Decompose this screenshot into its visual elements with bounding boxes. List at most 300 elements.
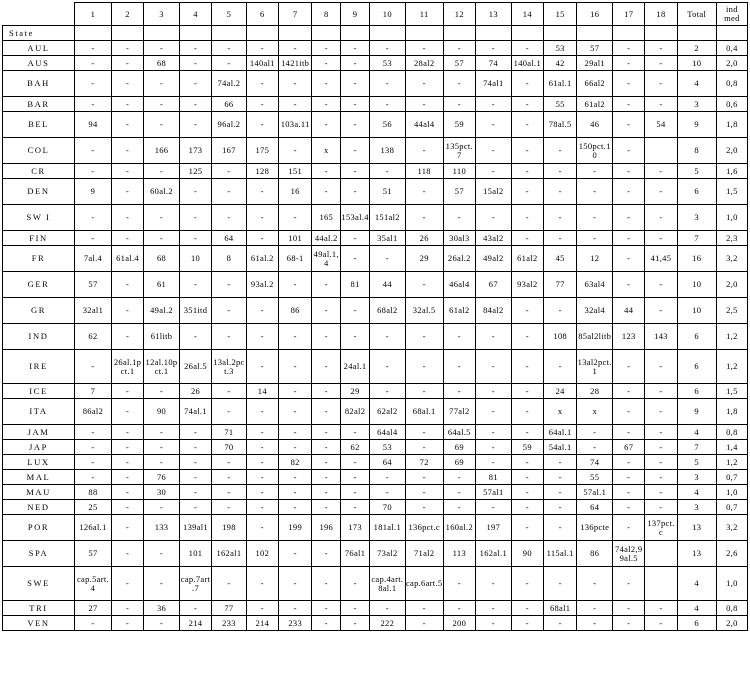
col-header-10: 10 (369, 3, 405, 26)
table-row (3, 71, 748, 97)
cell: - (278, 567, 311, 601)
cell: 68 (144, 246, 180, 272)
cell: 77 (543, 272, 576, 298)
cell: 4 (677, 425, 716, 440)
cell: 13 (677, 541, 716, 567)
cell: - (212, 164, 247, 179)
cell: - (475, 138, 511, 164)
spreadsheet-sheet (0, 2, 750, 677)
cell: - (613, 231, 645, 246)
cell: - (511, 399, 543, 425)
cell: - (405, 138, 443, 164)
col-header-total: Total (677, 3, 716, 26)
table-row (3, 246, 748, 272)
cell: - (613, 425, 645, 440)
cell: 93al2 (511, 272, 543, 298)
cell: 136pct.c (405, 515, 443, 541)
state-label: State (3, 26, 75, 41)
cell: - (613, 567, 645, 601)
cell: 115al.1 (543, 541, 576, 567)
cell: - (475, 97, 511, 112)
cell: - (645, 164, 677, 179)
cell: - (475, 399, 511, 425)
cell: - (475, 384, 511, 399)
table-row (3, 399, 748, 425)
cell: - (278, 500, 311, 515)
cell: - (144, 164, 180, 179)
cell: - (212, 205, 247, 231)
cell: 29 (341, 384, 370, 399)
cell: - (75, 455, 112, 470)
row-label-swe: SWE (3, 567, 75, 601)
cell: - (543, 298, 576, 324)
cell: - (613, 164, 645, 179)
cell: 0,7 (716, 470, 747, 485)
cell: - (613, 112, 645, 138)
cell: 143 (645, 324, 677, 350)
row-label-aul: AUL (3, 41, 75, 56)
cell: - (111, 515, 143, 541)
cell: - (475, 601, 511, 616)
cell: 64 (577, 500, 613, 515)
cell: - (111, 399, 143, 425)
cell: - (543, 616, 576, 631)
cell: 57 (75, 541, 112, 567)
cell: - (613, 384, 645, 399)
cell: - (341, 246, 370, 272)
cell: - (111, 384, 143, 399)
row-label-ger: GER (3, 272, 75, 298)
cell: 32al.5 (405, 298, 443, 324)
cell: - (511, 515, 543, 541)
cell: - (613, 500, 645, 515)
cell: 61al2 (511, 246, 543, 272)
cell: - (111, 298, 143, 324)
cell: - (246, 485, 278, 500)
table-row (3, 470, 748, 485)
cell: 166 (144, 138, 180, 164)
cell: - (341, 71, 370, 97)
cell: - (645, 41, 677, 56)
cell: - (312, 41, 341, 56)
cell: 68al.1 (405, 399, 443, 425)
cell: - (212, 41, 247, 56)
cell: - (278, 399, 311, 425)
cell: - (405, 616, 443, 631)
cell: 76al1 (341, 541, 370, 567)
cell: 9 (75, 179, 112, 205)
cell: - (246, 71, 278, 97)
cell-empty (475, 26, 511, 41)
cell: 82al2 (341, 399, 370, 425)
cell: 137pct.c (645, 515, 677, 541)
cell: 55 (543, 97, 576, 112)
cell: - (75, 164, 112, 179)
cell: - (475, 112, 511, 138)
cell: - (511, 138, 543, 164)
cell: x (543, 399, 576, 425)
cell: 1,5 (716, 384, 747, 399)
col-header-9: 9 (341, 3, 370, 26)
cell: - (312, 601, 341, 616)
table-row (3, 601, 748, 616)
cell: - (613, 485, 645, 500)
cell: 70 (369, 500, 405, 515)
cell: - (511, 470, 543, 485)
cell: 44 (369, 272, 405, 298)
cell: 68 (144, 56, 180, 71)
cell: - (645, 272, 677, 298)
cell: 181al.1 (369, 515, 405, 541)
cell: - (613, 515, 645, 541)
cell: - (511, 71, 543, 97)
cell: - (405, 324, 443, 350)
cell: 55 (577, 470, 613, 485)
row-label-ned: NED (3, 500, 75, 515)
cell: - (613, 205, 645, 231)
cell: 151 (278, 164, 311, 179)
cell: 57 (577, 41, 613, 56)
cell: - (278, 71, 311, 97)
cell: 125 (179, 164, 211, 179)
cell: - (613, 246, 645, 272)
cell: - (341, 56, 370, 71)
cell: 1,8 (716, 399, 747, 425)
data-table (2, 2, 748, 631)
cell: 2,6 (716, 541, 747, 567)
cell: - (405, 71, 443, 97)
cell: - (443, 500, 475, 515)
cell: - (111, 601, 143, 616)
cell: 68al1 (543, 601, 576, 616)
cell-empty (543, 26, 576, 41)
cell: - (179, 179, 211, 205)
row-label-spa: SPA (3, 541, 75, 567)
col-header-13: 13 (475, 3, 511, 26)
col-header-5: 5 (212, 3, 247, 26)
cell: - (341, 455, 370, 470)
cell: 61litb (144, 324, 180, 350)
cell: - (246, 97, 278, 112)
cell: 62 (341, 440, 370, 455)
cell: - (577, 179, 613, 205)
cell-empty (212, 26, 247, 41)
cell: - (75, 71, 112, 97)
cell: 86al2 (75, 399, 112, 425)
cell: 153al.4 (341, 205, 370, 231)
cell: 60al.2 (144, 179, 180, 205)
cell: 77al2 (443, 399, 475, 425)
cell: - (111, 567, 143, 601)
cell: 351itd (179, 298, 211, 324)
cell: - (111, 470, 143, 485)
cell: - (475, 455, 511, 470)
row-label-tri: TRI (3, 601, 75, 616)
cell: - (179, 97, 211, 112)
row-label-bah: BAH (3, 71, 75, 97)
col-header-7: 7 (278, 3, 311, 26)
cell: - (144, 231, 180, 246)
cell: - (179, 440, 211, 455)
cell: - (312, 470, 341, 485)
cell: - (312, 97, 341, 112)
cell: - (179, 425, 211, 440)
cell-empty (577, 26, 613, 41)
cell: - (278, 97, 311, 112)
col-header-15: 15 (543, 3, 576, 26)
cell: - (475, 500, 511, 515)
cell: - (144, 425, 180, 440)
cell: 30 (144, 485, 180, 500)
cell: 13al2pct.1 (577, 350, 613, 384)
cell: 3,2 (716, 515, 747, 541)
cell-empty (179, 26, 211, 41)
cell: 25 (75, 500, 112, 515)
cell: - (312, 56, 341, 71)
cell: 6 (677, 616, 716, 631)
cell: 198 (212, 515, 247, 541)
cell: - (511, 324, 543, 350)
cell: - (369, 350, 405, 384)
cell: 74 (577, 455, 613, 470)
cell: 2,0 (716, 616, 747, 631)
cell: 9 (677, 112, 716, 138)
cell: - (75, 350, 112, 384)
cell: 1,0 (716, 205, 747, 231)
cell (645, 138, 677, 164)
cell: - (645, 399, 677, 425)
row-label-mau: MAU (3, 485, 75, 500)
cell: 175 (246, 138, 278, 164)
cell-empty (677, 26, 716, 41)
cell: - (278, 440, 311, 455)
cell: - (312, 425, 341, 440)
cell: - (246, 298, 278, 324)
cell: 3,2 (716, 246, 747, 272)
cell-empty (511, 26, 543, 41)
cell: 72 (405, 455, 443, 470)
cell: - (613, 138, 645, 164)
cell: - (543, 164, 576, 179)
cell: - (511, 298, 543, 324)
cell: - (443, 485, 475, 500)
cell: 53 (369, 56, 405, 71)
cell: - (312, 272, 341, 298)
cell: 57 (75, 272, 112, 298)
cell: 67 (475, 272, 511, 298)
table-row (3, 164, 748, 179)
cell: 74al1 (475, 71, 511, 97)
cell: - (312, 71, 341, 97)
cell: - (246, 324, 278, 350)
table-row (3, 272, 748, 298)
cell: - (613, 71, 645, 97)
cell: - (144, 41, 180, 56)
cell: 64al.5 (443, 425, 475, 440)
cell: 61 (144, 272, 180, 298)
cell: - (278, 384, 311, 399)
cell: - (246, 470, 278, 485)
cell: 103a.11 (278, 112, 311, 138)
cell: - (111, 138, 143, 164)
cell: - (111, 541, 143, 567)
cell: - (645, 205, 677, 231)
cell: 3 (677, 500, 716, 515)
cell: 0,8 (716, 71, 747, 97)
cell: - (577, 205, 613, 231)
cell: 49al.1,4 (312, 246, 341, 272)
cell: - (246, 500, 278, 515)
cell: - (341, 500, 370, 515)
cell: - (278, 205, 311, 231)
cell: - (312, 164, 341, 179)
cell: 140al1 (246, 56, 278, 71)
cell: - (212, 500, 247, 515)
cell: 173 (179, 138, 211, 164)
cell: 57 (443, 56, 475, 71)
cell: 49al.2 (144, 298, 180, 324)
row-label-jam: JAM (3, 425, 75, 440)
cell: - (246, 601, 278, 616)
cell: - (511, 205, 543, 231)
cell: cap.6art.5 (405, 567, 443, 601)
cell: 94 (75, 112, 112, 138)
cell: - (613, 56, 645, 71)
cell: 136pcte (577, 515, 613, 541)
cell: - (443, 567, 475, 601)
cell: 197 (475, 515, 511, 541)
cell: - (405, 384, 443, 399)
cell: 14 (246, 384, 278, 399)
cell: 96al.2 (212, 112, 247, 138)
cell: - (443, 97, 475, 112)
cell: - (111, 500, 143, 515)
cell: - (369, 485, 405, 500)
cell: - (75, 231, 112, 246)
cell: 62 (75, 324, 112, 350)
cell: 74al2,99al.5 (613, 541, 645, 567)
cell: 7 (677, 440, 716, 455)
cell: 2,5 (716, 298, 747, 324)
cell: - (246, 231, 278, 246)
cell: 64 (369, 455, 405, 470)
cell: - (511, 112, 543, 138)
cell: 214 (246, 616, 278, 631)
cell: - (246, 515, 278, 541)
cell: - (278, 601, 311, 616)
cell: - (405, 425, 443, 440)
cell: 15al2 (475, 179, 511, 205)
cell: - (341, 112, 370, 138)
cell: - (75, 205, 112, 231)
cell: - (645, 455, 677, 470)
cell: - (577, 425, 613, 440)
cell: 165 (312, 205, 341, 231)
cell: - (179, 324, 211, 350)
cell: 0,8 (716, 601, 747, 616)
row-label-jap: JAP (3, 440, 75, 455)
cell: - (543, 138, 576, 164)
col-header-4: 4 (179, 3, 211, 26)
cell: - (511, 485, 543, 500)
col-header-12: 12 (443, 3, 475, 26)
cell: - (645, 298, 677, 324)
cell (645, 541, 677, 567)
table-row (3, 231, 748, 246)
cell: - (475, 205, 511, 231)
cell: - (511, 500, 543, 515)
cell: - (111, 205, 143, 231)
cell: cap.7art.7 (179, 567, 211, 601)
cell: - (144, 205, 180, 231)
cell: - (312, 350, 341, 384)
cell: 43al2 (475, 231, 511, 246)
row-label-ven: VEN (3, 616, 75, 631)
cell: 61al2 (577, 97, 613, 112)
cell: 8 (212, 246, 247, 272)
cell: 26al.2 (443, 246, 475, 272)
cell: - (645, 470, 677, 485)
table-header (3, 3, 748, 26)
cell: 90 (511, 541, 543, 567)
cell: 162al.1 (475, 541, 511, 567)
cell: - (443, 601, 475, 616)
cell: - (405, 41, 443, 56)
cell: - (475, 324, 511, 350)
cell: - (278, 425, 311, 440)
cell: 44al.2 (312, 231, 341, 246)
cell: 61al.1 (543, 71, 576, 97)
cell: - (246, 425, 278, 440)
cell: 4 (677, 485, 716, 500)
cell: 36 (144, 601, 180, 616)
cell: - (645, 601, 677, 616)
cell: - (246, 205, 278, 231)
cell: 4 (677, 567, 716, 601)
cell: 45 (543, 246, 576, 272)
cell: - (111, 71, 143, 97)
cell: 196 (312, 515, 341, 541)
cell: 27 (75, 601, 112, 616)
table-row (3, 205, 748, 231)
cell: 53 (543, 41, 576, 56)
cell: 1,2 (716, 324, 747, 350)
cell: 30al3 (443, 231, 475, 246)
cell: 10 (677, 298, 716, 324)
table-header-row (3, 3, 748, 26)
cell: 140al.1 (511, 56, 543, 71)
cell: - (278, 324, 311, 350)
cell: x (577, 399, 613, 425)
cell: 5 (677, 164, 716, 179)
cell: 9 (677, 399, 716, 425)
cell: - (278, 485, 311, 500)
cell: - (613, 470, 645, 485)
cell: - (246, 440, 278, 455)
cell: 74 (475, 56, 511, 71)
cell: 57al1 (475, 485, 511, 500)
cell: - (111, 485, 143, 500)
cell: 82 (278, 455, 311, 470)
row-label-lux: LUX (3, 455, 75, 470)
cell: - (341, 324, 370, 350)
cell: 113 (443, 541, 475, 567)
cell: 1,0 (716, 485, 747, 500)
cell: 3 (677, 97, 716, 112)
cell: - (111, 440, 143, 455)
row-label-fr: FR (3, 246, 75, 272)
table-row (3, 541, 748, 567)
